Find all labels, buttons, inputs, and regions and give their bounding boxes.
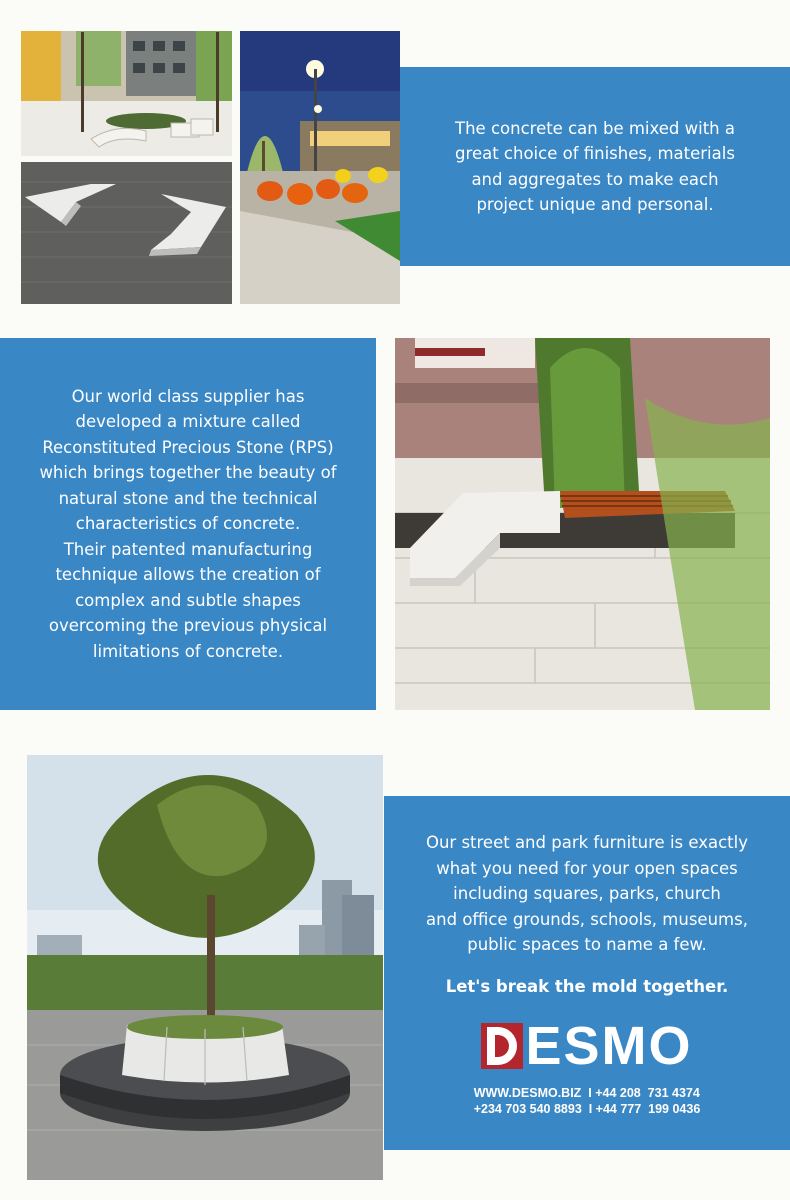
furniture-line: what you need for your open spaces <box>436 858 738 878</box>
finishes-text <box>455 116 735 218</box>
rps-line: technique allows the creation of <box>55 565 321 585</box>
rps-text <box>39 384 336 665</box>
rps-line: overcoming the previous physical <box>48 616 328 636</box>
tagline: Let's break the mold together. <box>445 976 729 996</box>
rps-line: complex and subtle shapes <box>75 590 301 610</box>
rps-line: characteristics of concrete. <box>75 514 301 534</box>
logo-d-shape <box>487 1027 517 1065</box>
photo-plaza-benches <box>21 31 232 156</box>
rps-line: limitations of concrete. <box>92 641 284 661</box>
furniture-info-panel <box>384 796 790 1150</box>
contact-web-phone: WWW.DESMO.BIZ I +44 208 731 4374 <box>473 1086 700 1100</box>
furniture-line: public spaces to name a few. <box>467 935 707 954</box>
rps-line: which brings together the beauty of <box>39 463 337 483</box>
rps-line: Our world class supplier has <box>71 386 305 406</box>
photo-folded-benches <box>21 162 232 304</box>
furniture-line: and office grounds, schools, museums, <box>426 909 748 929</box>
furniture-line: Our street and park furniture is exactly <box>425 833 749 852</box>
contact-phones: +234 703 540 8893 I +44 777 199 0436 <box>473 1102 701 1116</box>
rps-line: natural stone and the technical <box>58 488 318 508</box>
furniture-line: including squares, parks, church <box>453 884 721 903</box>
contact-block <box>474 1085 701 1117</box>
photo-wood-bench <box>395 338 770 710</box>
rps-line: Their patented manufacturing <box>63 539 313 559</box>
finishes-line: and aggregates to make each <box>471 169 719 189</box>
rps-info-panel <box>0 338 376 710</box>
logo-wordmark: ESMO <box>525 1016 693 1076</box>
finishes-info-panel <box>400 67 790 266</box>
finishes-line: The concrete can be mixed with a <box>455 118 735 138</box>
finishes-line: great choice of finishes, materials <box>455 144 735 163</box>
rps-line: Reconstituted Precious Stone (RPS) <box>42 437 334 457</box>
furniture-text <box>426 830 748 958</box>
rps-line: developed a mixture called <box>75 412 301 432</box>
logo-d-block <box>481 1023 523 1069</box>
photo-round-planter-bench <box>27 755 383 1180</box>
finishes-line: project unique and personal. <box>476 195 714 214</box>
desmo-logo <box>481 1016 693 1076</box>
photo-night-plaza <box>240 31 400 304</box>
